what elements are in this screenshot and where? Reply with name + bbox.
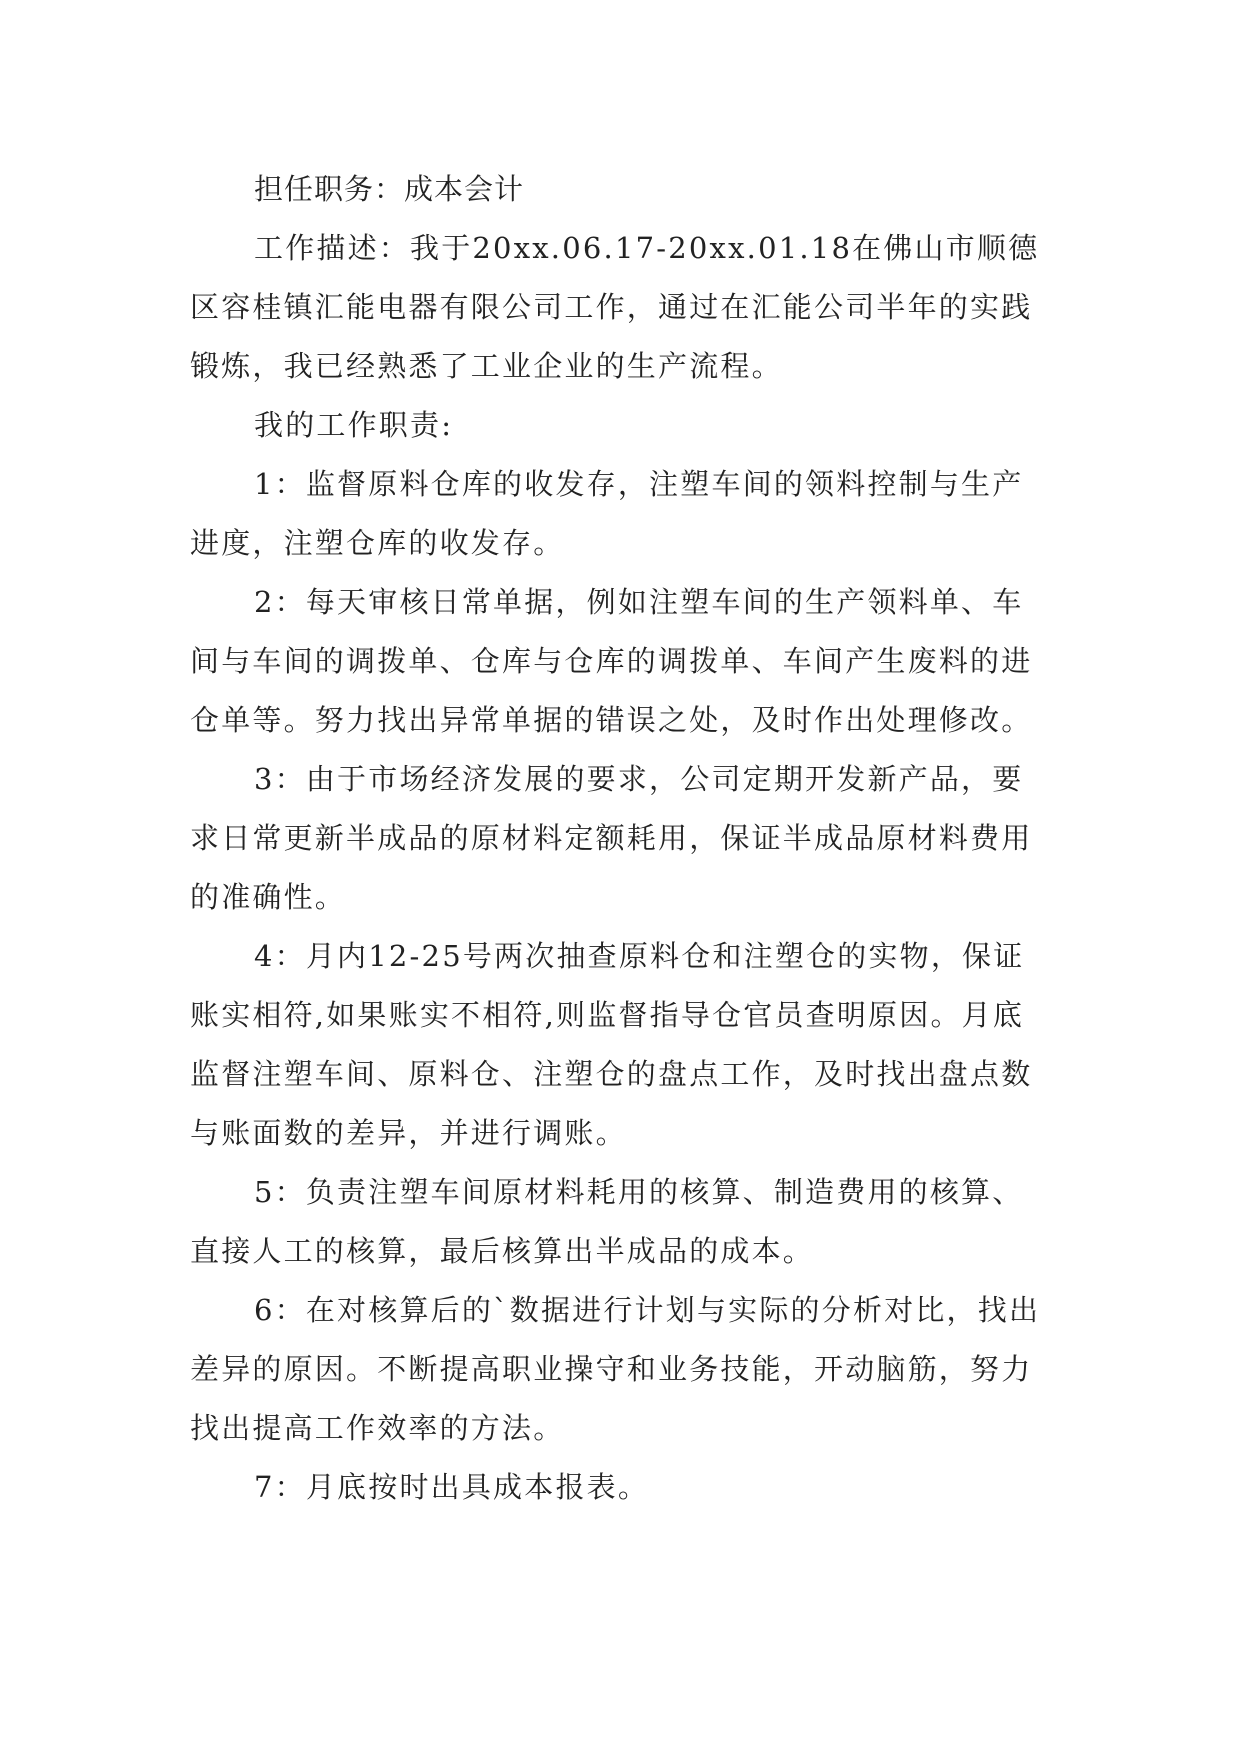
duty-item-3: 3：由于市场经济发展的要求，公司定期开发新产品，要求日常更新半成品的原材料定额耗用，保证半成品原材料费用的准确性。 [190,762,1033,914]
work-description: 工作描述：我于20xx.06.17-20xx.01.18在佛山市顺德区容桂镇汇能电器有限公司工作，通过在汇能公司半年的实践锻炼，我已经熟悉了工业企业的生产流程。 [190,231,1040,383]
duties-heading: 我的工作职责: [254,408,454,442]
document-body [190,160,1050,1517]
role-line: 担任职务：成本会计 [254,172,525,206]
duty-item-7: 7：月底按时出具成本报表。 [254,1470,650,1504]
duty-item-6: 6：在对核算后的`数据进行计划与实际的分析对比，找出差异的原因。不断提高职业操守和业务技能，开动脑筋，努力找出提高工作效率的方法。 [190,1293,1041,1445]
duty-item-4: 4：月内12-25号两次抽查原料仓和注塑仓的实物，保证账实相符,如果账实不相符,则监督指导仓官员查明原因。月底监督注塑车间、原料仓、注塑仓的盘点工作，及时找出盘点数与账面数的差异，并进行调账。 [190,939,1033,1150]
duty-item-5: 5：负责注塑车间原材料耗用的核算、制造费用的核算、直接人工的核算，最后核算出半成品的成本。 [190,1175,1024,1268]
duty-item-1: 1：监督原料仓库的收发存，注塑车间的领料控制与生产进度，注塑仓库的收发存。 [190,467,1024,560]
duty-item-2: 2：每天审核日常单据，例如注塑车间的生产领料单、车间与车间的调拨单、仓库与仓库的调拨单、车间产生废料的进仓单等。努力找出异常单据的错误之处，及时作出处理修改。 [190,585,1033,737]
